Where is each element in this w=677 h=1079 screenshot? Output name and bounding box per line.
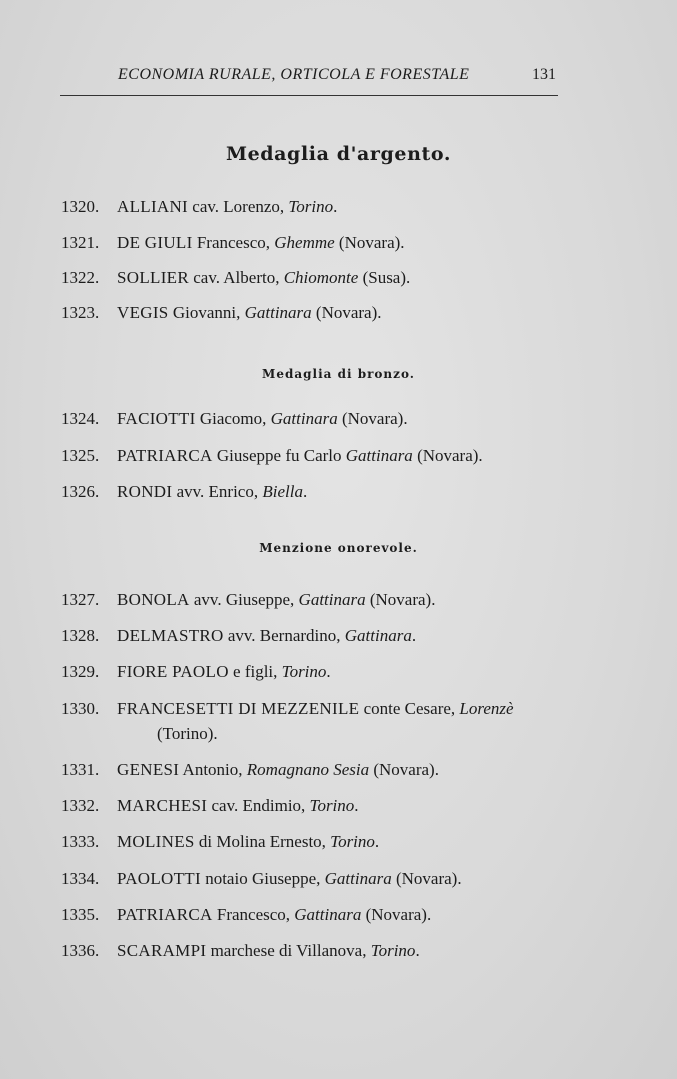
list-item — [61, 832, 661, 852]
entry-location: Romagnano Sesia — [246, 760, 370, 779]
entry-name: DELMASTRO — [117, 626, 224, 645]
entry-number: 1324. — [61, 409, 100, 428]
entry-tail: (Novara). — [391, 869, 462, 888]
list-item — [61, 482, 661, 502]
entry-location: Gattinara — [294, 905, 362, 924]
entry-number: 1327. — [61, 590, 100, 609]
entry-location: Gattinara — [270, 409, 338, 428]
entry-tail: . — [415, 941, 420, 960]
header-rule — [60, 95, 558, 96]
section-title-bronze-medal: Medaglia di bronzo. — [262, 367, 415, 381]
entry-tail: (Novara). — [369, 760, 439, 779]
list-item — [61, 796, 661, 816]
entry-name: SOLLIER — [117, 268, 189, 287]
entry-details: notaio Giuseppe, — [200, 869, 325, 888]
entry-tail: (Novara). — [365, 590, 436, 609]
entry-details: cav. Endimio, — [207, 796, 310, 815]
list-item — [61, 760, 661, 780]
entry-tail: (Novara). — [311, 303, 382, 322]
entry-details: Antonio, — [179, 760, 247, 779]
entry-name: DE GIULI — [117, 233, 193, 252]
list-item — [61, 905, 661, 925]
list-item — [61, 303, 661, 323]
entry-location: Gattinara — [244, 303, 312, 322]
entry-tail: . — [374, 832, 380, 851]
list-item — [61, 233, 661, 253]
entry-tail: . — [411, 626, 417, 645]
list-item — [61, 268, 661, 288]
entry-location: Gattinara — [345, 446, 413, 465]
entry-tail: . — [354, 796, 359, 815]
entry-details: Giuseppe fu Carlo — [212, 446, 346, 465]
entry-tail: (Novara). — [334, 233, 405, 252]
entry-name: MOLINES — [117, 832, 195, 851]
entry-name: FACIOTTI — [117, 409, 196, 428]
list-item — [61, 409, 661, 429]
entry-details: Francesco, — [192, 233, 275, 252]
entry-number: 1331. — [61, 760, 100, 779]
entry-tail: (Novara). — [412, 446, 483, 465]
list-item — [61, 626, 661, 646]
entry-number: 1329. — [61, 662, 100, 681]
list-item — [61, 662, 661, 682]
entry-details: Giovanni, — [168, 303, 245, 322]
entry-location: Ghemme — [274, 233, 335, 252]
entry-details: conte Cesare, — [359, 699, 460, 718]
entry-number: 1334. — [61, 869, 100, 888]
entry-location: Torino — [330, 832, 375, 851]
entry-number: 1328. — [61, 626, 100, 645]
entry-name: FRANCESETTI DI MEZZENILE — [117, 699, 360, 718]
entry-location: Torino — [281, 662, 327, 681]
entry-name: SCARAMPI — [117, 941, 207, 960]
running-head — [60, 66, 558, 90]
list-item — [61, 941, 661, 961]
entry-details: Francesco, — [212, 905, 295, 924]
entry-location: Gattinara — [324, 869, 392, 888]
list-item — [61, 197, 661, 217]
running-title: ECONOMIA RURALE, ORTICOLA E FORESTALE — [118, 66, 470, 83]
entry-tail: . — [302, 482, 308, 501]
entry-name: BONOLA — [117, 590, 190, 609]
entry-name: GENESI — [117, 760, 180, 779]
entry-number: 1321. — [61, 233, 100, 252]
entry-location: Biella — [262, 482, 303, 501]
entry-number: 1336. — [61, 941, 100, 960]
list-item — [61, 446, 661, 466]
entry-name: PAOLOTTI — [117, 869, 201, 888]
entry-location: Gattinara — [298, 590, 366, 609]
entry-location: Torino — [370, 941, 416, 960]
entry-details: avv. Enrico, — [172, 482, 263, 501]
entry-tail: . — [333, 197, 338, 216]
entry-number: 1330. — [61, 699, 100, 718]
entry-details: avv. Giuseppe, — [189, 590, 299, 609]
section-title-silver-medal: Medaglia d'argento. — [225, 143, 452, 165]
entry-tail: (Novara). — [361, 905, 432, 924]
page-number: 131 — [532, 66, 556, 83]
entry-location: Lorenzè — [459, 699, 514, 718]
entry-name: PATRIARCA — [117, 905, 213, 924]
entry-number: 1335. — [61, 905, 100, 924]
entry-details: marchese di Villanova, — [206, 941, 371, 960]
entry-location: Torino — [288, 197, 334, 216]
section-title-honorable-mention: Menzione onorevole. — [259, 541, 418, 555]
entry-name: FIORE PAOLO — [117, 662, 229, 681]
entry-name: ALLIANI — [117, 197, 189, 216]
entry-name: RONDI — [117, 482, 173, 501]
entry-number: 1325. — [61, 446, 100, 465]
entry-details: cav. Alberto, — [188, 268, 284, 287]
entry-continuation: (Torino). — [157, 724, 218, 743]
entry-number: 1322. — [61, 268, 100, 287]
entry-location: Chiomonte — [283, 268, 359, 287]
entry-details: Giacomo, — [195, 409, 271, 428]
entry-details: avv. Bernardino, — [223, 626, 345, 645]
entry-name: MARCHESI — [117, 796, 208, 815]
entry-details: di Molina Ernesto, — [194, 832, 331, 851]
entry-number: 1320. — [61, 197, 100, 216]
entry-tail: . — [326, 662, 331, 681]
list-item — [61, 869, 661, 889]
list-item — [61, 699, 661, 719]
entry-location: Gattinara — [344, 626, 412, 645]
entry-number: 1323. — [61, 303, 100, 322]
entry-details: e figli, — [228, 662, 282, 681]
entry-details: cav. Lorenzo, — [188, 197, 289, 216]
entry-number: 1326. — [61, 482, 100, 501]
entry-name: PATRIARCA — [117, 446, 213, 465]
entry-tail: (Susa). — [358, 268, 411, 287]
list-item — [61, 590, 661, 610]
entry-name: VEGIS — [117, 303, 169, 322]
entry-number: 1333. — [61, 832, 100, 851]
entry-location: Torino — [309, 796, 355, 815]
entry-tail: (Novara). — [337, 409, 408, 428]
entry-number: 1332. — [61, 796, 100, 815]
